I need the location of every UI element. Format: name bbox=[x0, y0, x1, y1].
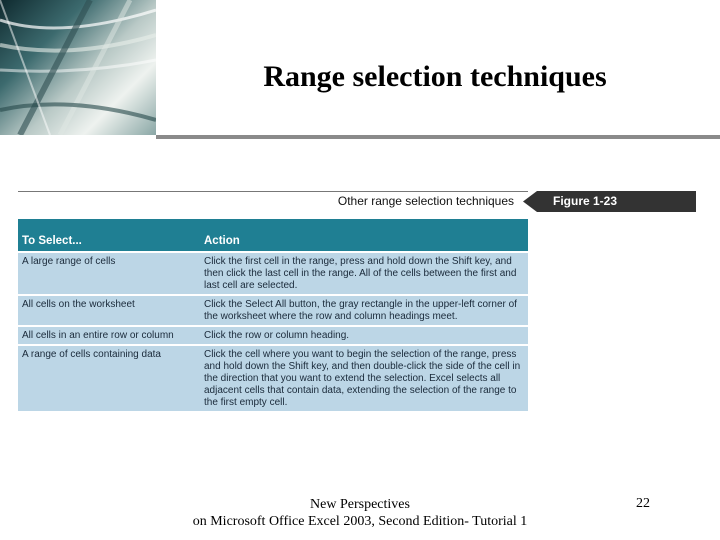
select-cell: All cells in an entire row or column bbox=[18, 326, 200, 345]
figure-label: Figure 1-23 bbox=[553, 194, 618, 208]
table-row bbox=[18, 345, 528, 411]
page-number: 22 bbox=[636, 496, 650, 511]
table-row bbox=[18, 326, 528, 345]
footer bbox=[150, 496, 570, 530]
figure-caption-rule bbox=[18, 191, 528, 192]
table-row bbox=[18, 252, 528, 295]
range-selection-table bbox=[18, 219, 528, 411]
figure-caption-bar bbox=[18, 191, 696, 212]
figure-caption: Other range selection techniques bbox=[337, 194, 514, 208]
select-cell: All cells on the worksheet bbox=[18, 295, 200, 326]
action-cell: Click the Select All button, the gray rectangle in the upper-left corner of the worksheet where the row and column headings meet. bbox=[200, 295, 528, 326]
column-header-to-select: To Select... bbox=[18, 219, 200, 252]
select-cell: A range of cells containing data bbox=[18, 345, 200, 411]
action-cell: Click the row or column heading. bbox=[200, 326, 528, 345]
page-title: Range selection techniques bbox=[263, 60, 607, 93]
action-cell: Click the cell where you want to begin the selection of the range, press and hold down the Shift key, and then double-click the side of the cell in the direction that you want to extend the selection. Excel selects all adjacent cells that contain data, extending the selection of the range to the first empty cell. bbox=[200, 345, 528, 411]
footer-line-1: New Perspectives bbox=[310, 497, 410, 512]
table-header-row bbox=[18, 219, 528, 252]
header-divider bbox=[156, 135, 720, 139]
select-cell: A large range of cells bbox=[18, 252, 200, 295]
action-cell: Click the first cell in the range, press and hold down the Shift key, and then click the last cell in the range. All of the cells between the first and last cell are selected. bbox=[200, 252, 528, 295]
footer-line-2: on Microsoft Office Excel 2003, Second Edition- Tutorial 1 bbox=[192, 514, 528, 529]
column-header-action: Action bbox=[200, 219, 528, 252]
header-architecture-photo bbox=[0, 0, 156, 135]
table-row bbox=[18, 295, 528, 326]
